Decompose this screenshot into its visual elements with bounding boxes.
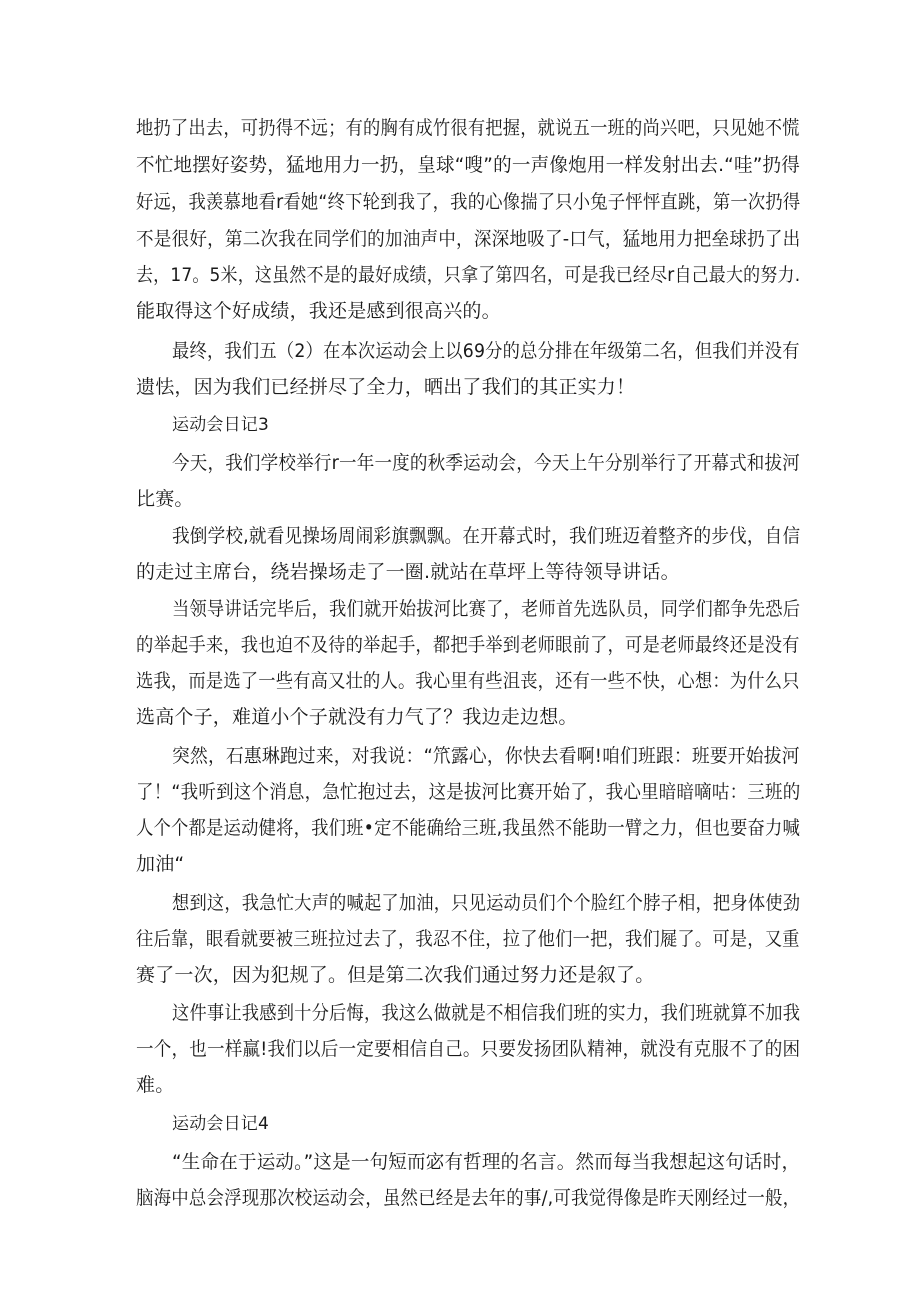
text-line: 的举起手来，我也迫不及待的举起手，都把手举到老师眼前了，可是老师最终还是没有 xyxy=(136,634,800,656)
text-line: 不忙地摆好姿势，猛地用力一扔，皇球“嗖”的一声像炮用一样发射出去.“哇”扔得 xyxy=(136,154,801,176)
text-line: 难。 xyxy=(136,1074,175,1096)
text-line: 的走过主席台，绕岩操场走了一圈.就站在草坪上等待领导讲话。 xyxy=(136,561,680,583)
text-line: 了！“我听到这个消息，急忙抱过去，这是拔河比赛开始了，我心里暗暗嘀咕：三班的 xyxy=(136,781,801,803)
section-heading: 运动会日记4 xyxy=(172,1114,270,1134)
text-line: 人个个都是运动健将，我们班•定不能确给三班,我虽然不能助一臂之力，但也要奋力喊 xyxy=(136,817,801,839)
section-heading: 运动会日记3 xyxy=(172,415,270,435)
paragraph-first-line: 这件事让我感到十分后悔，我这么做就是不相信我们班的实力，我们班就算不加我 xyxy=(172,1002,801,1024)
paragraph-first-line: 当领导讲话完毕后，我们就开始拔河比赛了，老师首先选队员，同学们都争先恐后 xyxy=(172,598,801,620)
paragraph-first-line: 突然，石惠琳跑过来，对我说：“笊露心，你快去看啊!咱们班跟：班要开始拔河 xyxy=(172,745,800,767)
text-line: 去，17。5米，这虽然不是的最好成绩，只拿了第四名，可是我已经尽r自己最大的努力. xyxy=(136,264,801,286)
paragraph-first-line: 想到这，我急忙大声的喊起了加油，只见运动员们个个脸红个脖子相，把身体使劲 xyxy=(172,892,801,914)
text-line: 不是很好，第二次我在同学们的加油声中，深深地吸了-口气，猛地用力把垒球扔了出 xyxy=(136,228,801,250)
text-line: 好远，我羡慕地看r看她“终下轮到我了，我的心像揣了只小兔子怦怦直跳，第一次扔得 xyxy=(136,191,801,213)
text-line: 选我，而是选了一些有高又壮的人。我心里有些沮丧，还有一些不快，心想：为什么只 xyxy=(136,670,800,692)
text-line: 能取得这个好成绩，我还是感到很高兴的。 xyxy=(136,300,501,322)
paragraph-first-line: 我倒学校,就看见操场周闹彩旗飘飘。在开幕式时，我们班迈着整齐的步伐，自信 xyxy=(172,525,801,547)
text-line: 脑海中总会浮现那次校运动会，虽然已经是去年的事/,可我觉得像是昨天刚经过一般， xyxy=(136,1187,801,1209)
text-line: 地扔了出去，可扔得不远；有的胸有成竹很有把握，就说五一班的尚兴吧，只见她不慌 xyxy=(136,117,800,139)
text-line: 一个，也一样赢!我们以后一定要相信自己。只要发扬团队精神，就没有克服不了的困 xyxy=(136,1038,801,1060)
text-line: 遗怯，因为我们已经拼尽了全力，晒出了我们的其正实力！ xyxy=(136,376,636,398)
paragraph-first-line: 今天，我们学校举行r一年一度的秋季运动会，今天上午分别举行了开幕式和拔河 xyxy=(172,452,800,474)
text-line: 往后靠，眼看就要被三班拉过去了，我忍不住，拉了他们一把，我们屣了。可是，又重 xyxy=(136,928,800,950)
text-line: 加油“ xyxy=(136,853,185,875)
paragraph-first-line: “生命在于运动。”这是一句短而宓有哲理的名言。然而每当我想起这句话时， xyxy=(172,1151,801,1173)
text-line: 赛了一次，因为犯规了。但是第二次我们通过努力还是叙了。 xyxy=(136,964,655,986)
text-line: 选高个子，难道小个子就没有力气了？我边走边想。 xyxy=(136,706,578,728)
text-line: 比赛。 xyxy=(136,488,194,510)
paragraph-first-line: 最终，我们五（2）在本次运动会上以69分的总分排在年级第二名，但我们并没有 xyxy=(172,340,800,362)
